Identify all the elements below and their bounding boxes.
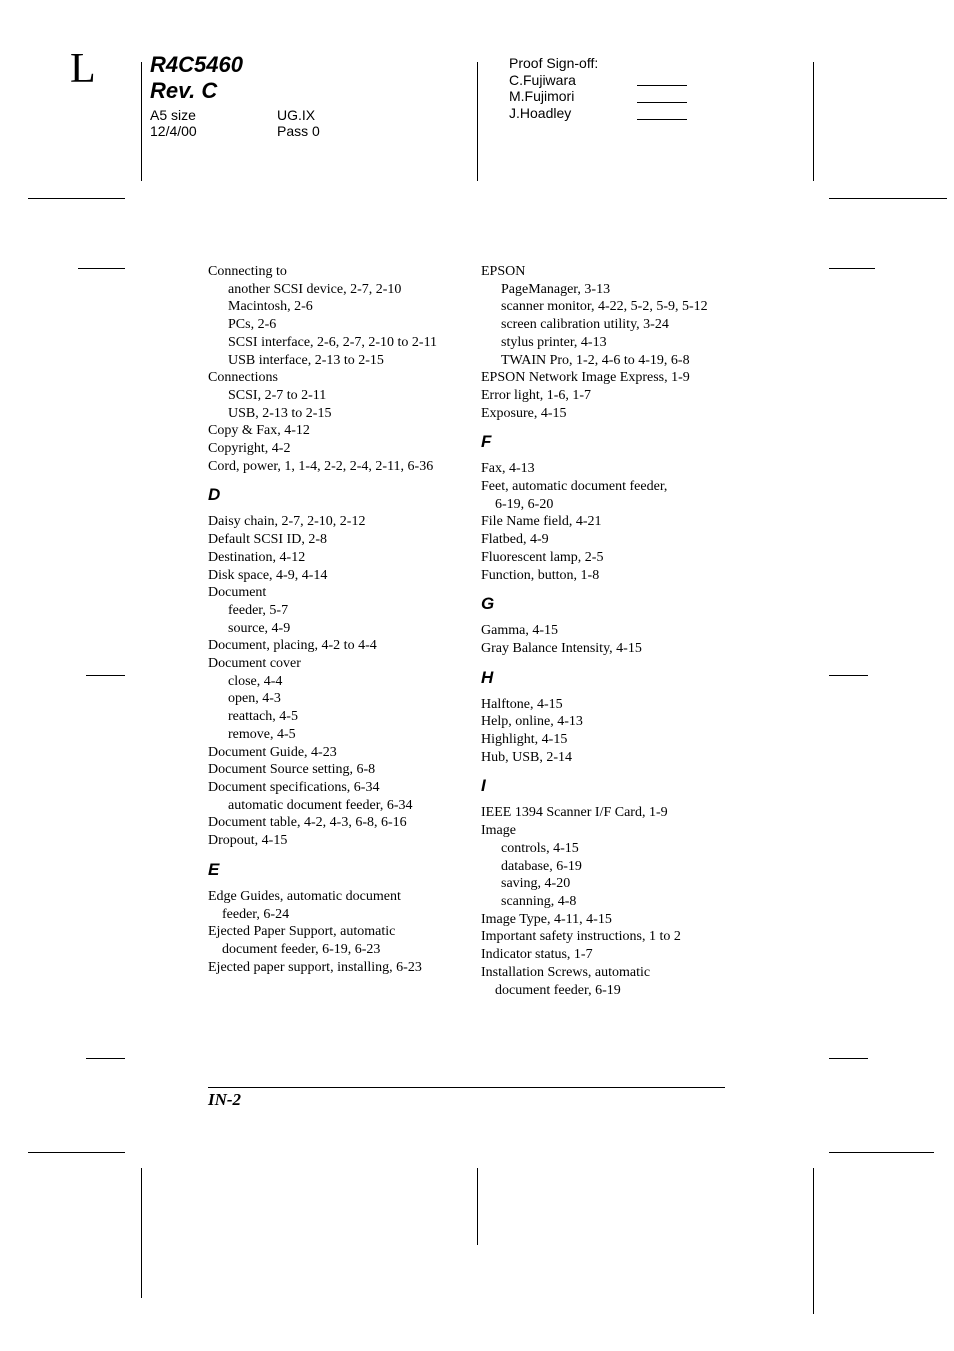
index-entry: Document Source setting, 6-8 <box>208 762 376 778</box>
crop-mark <box>829 675 868 676</box>
corner-letter: L <box>70 46 96 92</box>
index-subentry: database, 6-19 <box>501 858 582 874</box>
index-subentry: source, 4-9 <box>228 620 291 636</box>
index-entry: Copyright, 4-2 <box>208 441 291 457</box>
index-subentry: reattach, 4-5 <box>228 709 298 725</box>
index-section-letter: G <box>481 594 495 614</box>
index-entry: Disk space, 4-9, 4-14 <box>208 567 328 583</box>
index-entry: Function, button, 1-8 <box>481 567 600 583</box>
crop-mark <box>28 1152 125 1153</box>
index-entry: Exposure, 4-15 <box>481 405 567 421</box>
index-subentry: screen calibration utility, 3-24 <box>501 317 669 333</box>
index-entry: Ejected paper support, installing, 6-23 <box>208 959 422 975</box>
index-section-letter: H <box>481 667 494 687</box>
proof-label: Proof Sign-off: <box>509 55 599 71</box>
index-subentry: SCSI interface, 2-6, 2-7, 2-10 to 2-11 <box>228 334 438 350</box>
index-entry: Destination, 4-12 <box>208 549 306 565</box>
index-column-right <box>481 263 743 999</box>
index-subentry: PCs, 2-6 <box>228 317 277 333</box>
index-entry: Gamma, 4-15 <box>481 623 558 639</box>
signer-name: M.Fujimori <box>509 88 575 105</box>
signature-line <box>637 119 687 120</box>
index-section-letter: D <box>208 485 221 505</box>
doc-label: UG.IX <box>277 107 316 123</box>
index-entry: Halftone, 4-15 <box>481 696 563 712</box>
index-subentry: controls, 4-15 <box>501 840 579 856</box>
index-entry: Connections <box>208 370 278 386</box>
index-section-letter: F <box>481 432 492 452</box>
index-entry: Help, online, 4-13 <box>481 714 583 730</box>
index-subentry: SCSI, 2-7 to 2-11 <box>228 387 327 403</box>
signer-name: C.Fujiwara <box>509 71 576 88</box>
signer-name: J.Hoadley <box>509 105 572 122</box>
index-subentry: USB, 2-13 to 2-15 <box>228 405 332 421</box>
crop-mark <box>141 62 142 181</box>
crop-mark <box>829 268 875 269</box>
crop-mark <box>86 675 125 676</box>
index-entry: Document specifications, 6-34 <box>208 779 380 795</box>
index-subentry: stylus printer, 4-13 <box>501 334 607 350</box>
index-entry: Daisy chain, 2-7, 2-10, 2-12 <box>208 514 366 530</box>
index-entry: Connecting to <box>208 264 287 279</box>
index-entry: Copy & Fax, 4-12 <box>208 423 310 439</box>
index-entry: Indicator status, 1-7 <box>481 947 593 963</box>
index-entry: Flatbed, 4-9 <box>481 532 549 548</box>
index-entry: Default SCSI ID, 2-8 <box>208 532 327 548</box>
index-entry: Document Guide, 4-23 <box>208 744 337 760</box>
signature-line <box>637 102 687 103</box>
index-entry: Document <box>208 585 267 601</box>
index-section-letter: E <box>208 859 220 879</box>
index-entry: Gray Balance Intensity, 4-15 <box>481 640 642 656</box>
index-entry: Error light, 1-6, 1-7 <box>481 387 592 403</box>
index-entry: Document table, 4-2, 4-3, 6-8, 6-16 <box>208 815 407 831</box>
crop-mark <box>829 1152 934 1153</box>
crop-mark <box>86 1058 125 1059</box>
document-title <box>150 52 243 104</box>
signature-line <box>637 85 687 86</box>
index-subentry: close, 4-4 <box>228 673 283 689</box>
index-entry: Fluorescent lamp, 2-5 <box>481 549 604 565</box>
crop-mark <box>829 1058 868 1059</box>
index-entry-continuation: feeder, 6-24 <box>222 906 290 922</box>
index-entry: Feet, automatic document feeder, <box>481 479 668 495</box>
date-label: 12/4/00 <box>150 123 197 139</box>
index-entry: Dropout, 4-15 <box>208 833 288 849</box>
index-entry-continuation: 6-19, 6-20 <box>495 496 554 512</box>
index-entry: EPSON <box>481 264 526 279</box>
title-line-1: R4C5460 <box>150 52 243 77</box>
index-subentry: saving, 4-20 <box>501 876 571 892</box>
index-entry: Fax, 4-13 <box>481 461 535 477</box>
index-entry-continuation: document feeder, 6-19 <box>495 982 621 998</box>
crop-mark <box>829 198 947 199</box>
index-subentry: automatic document feeder, 6-34 <box>228 797 413 813</box>
pass-label: Pass 0 <box>277 123 320 139</box>
crop-mark <box>813 1168 814 1314</box>
index-entry: IEEE 1394 Scanner I/F Card, 1-9 <box>481 805 668 821</box>
index-subentry: another SCSI device, 2-7, 2-10 <box>228 281 402 297</box>
index-entry: Image <box>481 823 516 839</box>
index-entry: Hub, USB, 2-14 <box>481 749 573 765</box>
index-entry: Image Type, 4-11, 4-15 <box>481 911 612 927</box>
page-number: IN-2 <box>208 1090 242 1109</box>
index-entry-continuation: document feeder, 6-19, 6-23 <box>222 941 381 957</box>
index-entry: Document, placing, 4-2 to 4-4 <box>208 638 377 654</box>
index-subentry: PageManager, 3-13 <box>501 281 611 297</box>
index-column-left <box>208 263 470 976</box>
index-entry: EPSON Network Image Express, 1-9 <box>481 370 690 386</box>
index-entry: Important safety instructions, 1 to 2 <box>481 929 681 945</box>
index-subentry: feeder, 5-7 <box>228 602 289 618</box>
index-entry: Ejected Paper Support, automatic <box>208 924 396 940</box>
crop-mark <box>28 198 125 199</box>
proof-signoff <box>509 55 598 122</box>
title-line-2: Rev. C <box>150 78 218 103</box>
index-subentry: TWAIN Pro, 1-2, 4-6 to 4-19, 6-8 <box>501 352 690 368</box>
crop-mark <box>477 62 478 181</box>
index-entry: Installation Screws, automatic <box>481 964 651 980</box>
index-subentry: open, 4-3 <box>228 691 281 707</box>
index-subentry: Macintosh, 2-6 <box>228 299 313 315</box>
index-section-letter: I <box>481 776 486 796</box>
index-entry: Highlight, 4-15 <box>481 732 568 748</box>
index-entry: Cord, power, 1, 1-4, 2-2, 2-4, 2-11, 6-36 <box>208 458 434 474</box>
crop-mark <box>813 62 814 181</box>
index-entry: Edge Guides, automatic document <box>208 888 401 904</box>
index-subentry: USB interface, 2-13 to 2-15 <box>228 352 384 368</box>
index-subentry: scanner monitor, 4-22, 5-2, 5-9, 5-12 <box>501 299 708 315</box>
crop-mark <box>78 268 125 269</box>
size-label: A5 size <box>150 107 196 123</box>
index-entry: Document cover <box>208 656 301 672</box>
crop-mark <box>141 1168 142 1298</box>
index-subentry: remove, 4-5 <box>228 726 296 742</box>
footer-rule <box>208 1087 725 1088</box>
crop-mark <box>477 1168 478 1245</box>
index-entry: File Name field, 4-21 <box>481 514 602 530</box>
index-subentry: scanning, 4-8 <box>501 893 577 909</box>
